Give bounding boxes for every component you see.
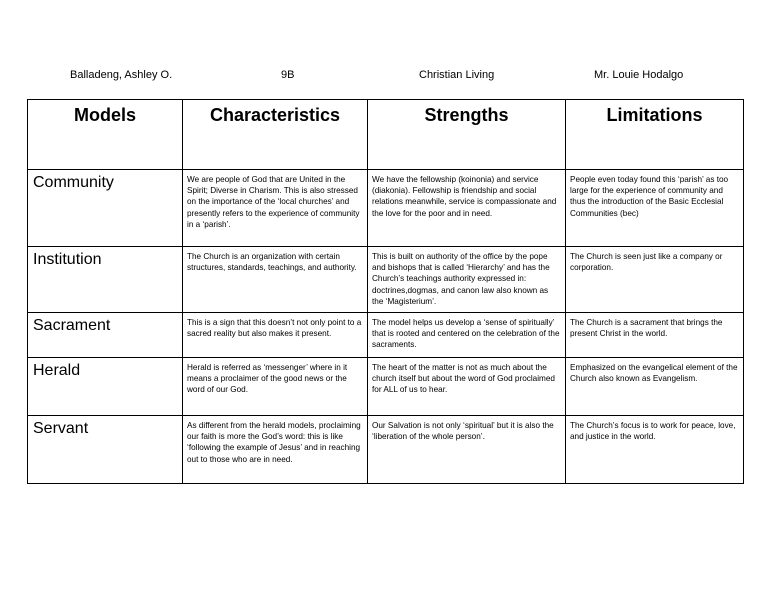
student-name: Balladeng, Ashley O.: [70, 69, 173, 81]
table-row: [28, 416, 744, 484]
strengths-cell: The model helps us develop a ‘sense of spiritually’ that is rooted and centered on the celebration of the sacraments.: [368, 313, 566, 358]
characteristics-cell: This is a sign that this doesn’t not only point to a sacred reality but also makes it present.: [183, 313, 368, 358]
models-table: [27, 99, 744, 484]
class-section: 9B: [281, 69, 295, 81]
limitations-cell: Emphasized on the evangelical element of the Church also known as Evangelism.: [566, 358, 744, 416]
strengths-cell: Our Salvation is not only ‘spiritual’ but it is also the ‘liberation of the whole person’.: [368, 416, 566, 484]
column-header-characteristics: Characteristics: [183, 100, 368, 170]
model-cell: Sacrament: [28, 313, 183, 358]
characteristics-cell: The Church is an organization with certain structures, standards, teachings, and authority.: [183, 247, 368, 313]
limitations-cell: The Church is a sacrament that brings the present Christ in the world.: [566, 313, 744, 358]
characteristics-cell: We are people of God that are United in the Spirit; Diverse in Charism. This is also stressed on the importance of the ‘local churches’ and presently refers to the experience of community in a ‘parish’.: [183, 170, 368, 247]
model-cell: Institution: [28, 247, 183, 313]
strengths-cell: This is built on authority of the office by the pope and bishops that is called ‘Hierarchy’ and has the Church’s teachings authority expressed in: doctrines,dogmas, and canon law also known as the ‘Magisterium’.: [368, 247, 566, 313]
characteristics-cell: As different from the herald models, proclaiming our faith is more the God’s word: this is like ‘following the example of Jesus’ and in reaching out to those who are in need.: [183, 416, 368, 484]
strengths-cell: The heart of the matter is not as much about the church itself but about the word of God proclaimed for ALL of us to hear.: [368, 358, 566, 416]
table-row: [28, 170, 744, 247]
column-header-models: Models: [28, 100, 183, 170]
subject-name: Christian Living: [419, 69, 495, 81]
model-cell: Servant: [28, 416, 183, 484]
table-row: [28, 247, 744, 313]
limitations-cell: People even today found this ‘parish’ as too large for the experience of community and thus the introduction of the Basic Ecclesial Communities (bec): [566, 170, 744, 247]
strengths-cell: We have the fellowship (koinonia) and service (diakonia). Fellowship is friendship and social relations meanwhile, service is compassionate and the love for the poor and in need.: [368, 170, 566, 247]
limitations-cell: The Church is seen just like a company or corporation.: [566, 247, 744, 313]
model-cell: Community: [28, 170, 183, 247]
model-cell: Herald: [28, 358, 183, 416]
table-row: [28, 358, 744, 416]
limitations-cell: The Church’s focus is to work for peace, love, and justice in the world.: [566, 416, 744, 484]
table-header-row: [28, 100, 744, 170]
column-header-limitations: Limitations: [566, 100, 744, 170]
characteristics-cell: Herald is referred as ‘messenger’ where in it means a proclaimer of the good news or the word of our God.: [183, 358, 368, 416]
teacher-name: Mr. Louie Hodalgo: [594, 69, 684, 81]
column-header-strengths: Strengths: [368, 100, 566, 170]
table-row: [28, 313, 744, 358]
